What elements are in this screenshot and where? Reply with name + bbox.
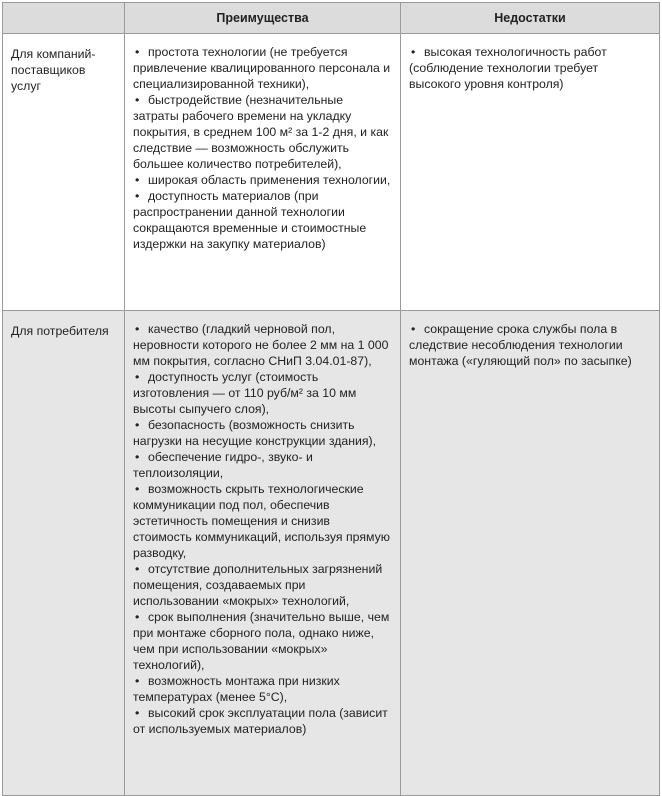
list-item: • высокая технологичность работ (соблюдение технологии требует высокого уровня контроля) <box>409 45 607 91</box>
bullet-icon: • <box>135 322 140 336</box>
disadvantages-cell <box>401 311 660 796</box>
advantages-cell <box>125 311 401 796</box>
bullet-icon: • <box>135 610 140 624</box>
bullet-icon: • <box>135 189 140 203</box>
bullet-icon: • <box>135 45 140 59</box>
bullet-icon: • <box>135 93 140 107</box>
disadvantages-cell <box>401 34 660 311</box>
list-item: • сокращение срока службы пола в следствие несоблюдения технологии монтажа («гуляющий пол» по засыпке) <box>409 322 632 368</box>
bullet-icon: • <box>135 482 140 496</box>
row-label: Для компаний-поставщиков услуг <box>3 34 125 311</box>
list-item: • быстродействие (незначительные затраты рабочего времени на укладку покрытия, в среднем 100 м² за 1-2 дня, и как следствие — возможность обслужить большее количество потребителей), <box>133 93 389 171</box>
bullet-icon: • <box>135 370 140 384</box>
bullet-icon: • <box>135 450 140 464</box>
list-item: • возможность скрыть технологические коммуникации под пол, обеспечив эстетичность помещения и снизив стоимость коммуникаций, используя прямую разводку, <box>133 482 390 560</box>
list-item: • возможность монтажа при низких температурах (менее 5°С), <box>133 674 340 704</box>
list-item: • высокий срок эксплуатации пола (зависит от используемых материалов) <box>133 706 388 736</box>
bullet-icon: • <box>135 562 140 576</box>
bullet-icon: • <box>411 45 416 59</box>
bullet-icon: • <box>135 674 140 688</box>
list-item: • срок выполнения (значительно выше, чем при монтаже сборного пола, однако ниже, чем при использовании «мокрых» технологий), <box>133 610 390 672</box>
comparison-table <box>2 2 660 796</box>
bullet-icon: • <box>411 322 416 336</box>
list-item: • качество (гладкий черновой пол, неровности которого не более 2 мм на 1 000 мм покрытия, согласно СНиП 3.04.01-87), <box>133 322 389 368</box>
header-advantages: Преимущества <box>125 3 401 34</box>
list-item: • широкая область применения технологии, <box>135 173 391 187</box>
header-disadvantages: Недостатки <box>401 3 660 34</box>
list-item: • доступность материалов (при распространении данной технологии сокращаются временные и стоимостные издержки на закупку материалов) <box>133 189 367 251</box>
row-label: Для потребителя <box>3 311 125 796</box>
bullet-icon: • <box>135 418 140 432</box>
table-row <box>3 311 660 796</box>
list-item: • отсутствие дополнительных загрязнений помещения, создаваемых при использовании «мокрых» технологий, <box>133 562 383 608</box>
list-item: • простота технологии (не требуется привлечение квалицированного персонала и специализированной техники), <box>133 45 391 91</box>
table-row <box>3 34 660 311</box>
list-item: • доступность услуг (стоимость изготовления — от 110 руб/м² за 10 мм высоты сыпучего слоя), <box>133 370 357 416</box>
bullet-icon: • <box>135 173 140 187</box>
list-item: • обеспечение гидро-, звуко- и теплоизоляции, <box>133 450 313 480</box>
header-empty-cell <box>3 3 125 34</box>
list-item: • безопасность (возможность снизить нагрузки на несущие конструкции здания), <box>133 418 377 448</box>
advantages-cell <box>125 34 401 311</box>
header-row <box>3 3 660 34</box>
bullet-icon: • <box>135 706 140 720</box>
